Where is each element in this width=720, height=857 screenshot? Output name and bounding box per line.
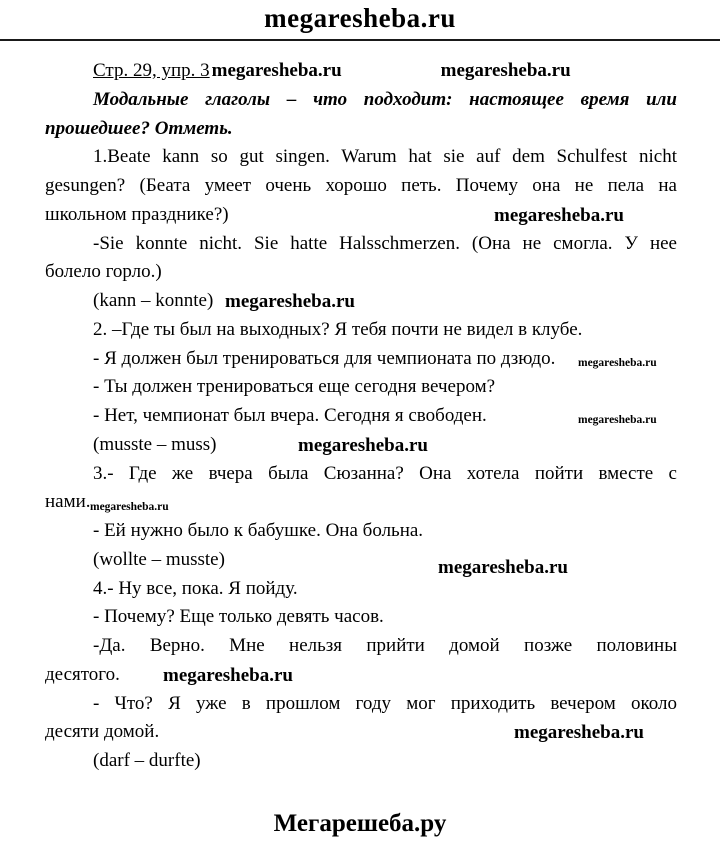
text-line <box>45 402 677 431</box>
task-instruction-line <box>45 115 677 144</box>
document-body <box>0 57 720 776</box>
text-line: 3.- Где же вчера была Сюзанна? Она хотела пойти вместе с <box>93 462 677 484</box>
text-line: - Ты должен тренироваться еще сегодня вечером? <box>93 376 496 398</box>
text-line: (wollte – musste) <box>93 548 225 570</box>
text-line: - Я должен был тренироваться для чемпионата по дзюдо. <box>93 347 556 369</box>
text-line <box>45 316 677 345</box>
text-line: нами. <box>45 491 91 513</box>
exercise-title: Стр. 29, упр. 3 <box>93 60 210 81</box>
text-line: -Да. Верно. Мне нельзя прийти домой позже половины <box>93 635 677 656</box>
text-line <box>45 201 677 230</box>
answer-line <box>45 287 677 316</box>
watermark: megaresheba.ru <box>90 501 169 514</box>
text-line <box>45 460 677 489</box>
text-line <box>45 258 677 287</box>
text-line <box>45 488 677 517</box>
site-footer <box>0 810 720 838</box>
text-line: (musste – muss) <box>93 433 217 455</box>
text-line <box>45 690 677 719</box>
text-line: - Ей нужно было к бабушке. Она больна. <box>93 520 424 541</box>
text-line <box>45 661 677 690</box>
watermark: megaresheba.ru <box>298 434 428 456</box>
watermark: megaresheba.ru <box>578 356 657 369</box>
watermark: megaresheba.ru <box>438 556 568 578</box>
text-line <box>45 718 677 747</box>
text-line <box>45 632 677 661</box>
watermark: megaresheba.ru <box>211 60 342 81</box>
text-line: gesungen? (Беата умеет очень хорошо петь. Почему она не пела на <box>45 175 677 196</box>
watermark: megaresheba.ru <box>514 722 644 744</box>
text-line <box>45 345 677 374</box>
text-line <box>45 230 677 259</box>
header-divider <box>0 39 720 41</box>
site-title: megaresheba.ru <box>264 3 456 33</box>
task-instruction-line <box>45 86 677 115</box>
text-line <box>45 603 677 632</box>
text-line: - Что? Я уже в прошлом году мог приходить вечером около <box>93 692 677 714</box>
text-line: (darf – durfte) <box>93 750 201 771</box>
watermark: megaresheba.ru <box>440 60 571 81</box>
watermark: megaresheba.ru <box>225 291 355 312</box>
text-line: 1.Beate kann so gut singen. Warum hat sie auf dem Schulfest nicht <box>93 146 677 168</box>
text-line: 2. –Где ты был на выходных? Я тебя почти не видел в клубе. <box>93 318 583 340</box>
site-header <box>0 0 720 41</box>
text-line <box>45 575 677 604</box>
text-line: (kann – konnte) <box>93 290 214 311</box>
text-line: - Нет, чемпионат был вчера. Сегодня я свободен. <box>93 405 487 426</box>
text-line <box>45 373 677 402</box>
text-line: прошедшее? Отметь. <box>45 117 233 139</box>
watermark: megaresheba.ru <box>494 204 624 226</box>
answer-line <box>45 546 677 578</box>
text-line: Модальные глаголы – что подходит: настоящее время или <box>93 88 677 110</box>
text-line: десятого. <box>45 663 120 685</box>
text-line: 4.- Ну все, пока. Я пойду. <box>93 577 298 599</box>
text-line <box>45 143 677 172</box>
text-line <box>45 172 677 201</box>
text-line: болело горло.) <box>45 261 162 283</box>
answer-line <box>45 747 677 776</box>
answer-line <box>45 431 677 460</box>
exercise-title-line <box>45 57 677 86</box>
text-line: школьном празднике?) <box>45 203 229 225</box>
text-line <box>45 517 677 546</box>
footer-site-title: Мегарешеба.ру <box>273 809 447 837</box>
text-line: - Почему? Еще только девять часов. <box>93 606 384 628</box>
text-line: -Sie konnte nicht. Sie hatte Halsschmerzen. (Она не смогла. У нее <box>93 232 677 254</box>
watermark: megaresheba.ru <box>578 414 657 426</box>
watermark: megaresheba.ru <box>163 664 293 686</box>
text-line: десяти домой. <box>45 721 160 743</box>
